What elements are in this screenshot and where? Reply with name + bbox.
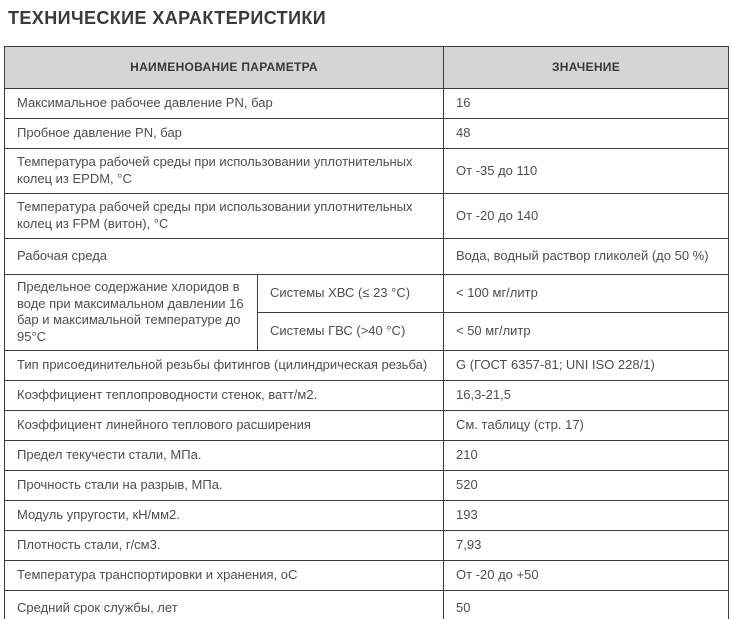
value-cell: От -20 до +50 <box>444 560 729 590</box>
param-cell: Тип присоединительной резьбы фитингов (цилиндрическая резьба) <box>5 350 444 380</box>
value-cell: 16 <box>444 89 729 119</box>
value-cell: Вода, водный раствор гликолей (до 50 %) <box>444 239 729 275</box>
param-cell: Максимальное рабочее давление PN, бар <box>5 89 444 119</box>
param-cell: Средний срок службы, лет <box>5 590 444 619</box>
value-cell: 210 <box>444 440 729 470</box>
param-cell: Температура рабочей среды при использовании уплотнительных колец из EPDM, °С <box>5 149 444 194</box>
value-cell: 520 <box>444 470 729 500</box>
table-row <box>5 410 729 440</box>
param-cell: Модуль упругости, кН/мм2. <box>5 500 444 530</box>
sub-condition-cell: Системы ГВС (>40 °С) <box>258 312 444 350</box>
value-cell: 7,93 <box>444 530 729 560</box>
table-row <box>5 89 729 119</box>
header-value: ЗНАЧЕНИЕ <box>444 47 729 89</box>
param-cell: Предел текучести стали, МПа. <box>5 440 444 470</box>
table-row <box>5 194 729 239</box>
param-cell: Коэффициент линейного теплового расширения <box>5 410 444 440</box>
param-cell: Коэффициент теплопроводности стенок, ватт/м2. <box>5 380 444 410</box>
table-row <box>5 470 729 500</box>
value-cell: < 100 мг/литр <box>444 275 729 313</box>
table-row <box>5 350 729 380</box>
table-row <box>5 119 729 149</box>
param-cell: Рабочая среда <box>5 239 444 275</box>
param-cell: Температура рабочей среды при использовании уплотнительных колец из FPM (витон), °С <box>5 194 444 239</box>
table-row-group <box>5 275 729 313</box>
table-row <box>5 239 729 275</box>
value-cell: См. таблицу (стр. 17) <box>444 410 729 440</box>
value-cell: 48 <box>444 119 729 149</box>
param-cell-grouped: Предельное содержание хлоридов в воде при максимальном давлении 16 бар и максимальной температуре до 95°С <box>5 275 258 351</box>
sub-condition-cell: Системы ХВС (≤ 23 °С) <box>258 275 444 313</box>
page-title: ТЕХНИЧЕСКИЕ ХАРАКТЕРИСТИКИ <box>8 8 327 28</box>
value-cell: 50 <box>444 590 729 619</box>
value-cell: G (ГОСТ 6357-81; UNI ISO 228/1) <box>444 350 729 380</box>
value-cell: От -20 до 140 <box>444 194 729 239</box>
table-header-row <box>5 47 729 89</box>
spec-table <box>4 46 729 619</box>
value-cell: < 50 мг/литр <box>444 312 729 350</box>
value-cell: 16,3-21,5 <box>444 380 729 410</box>
table-row <box>5 500 729 530</box>
table-row <box>5 530 729 560</box>
param-cell: Пробное давление PN, бар <box>5 119 444 149</box>
table-row <box>5 590 729 619</box>
table-row <box>5 149 729 194</box>
value-cell: От -35 до 110 <box>444 149 729 194</box>
table-row <box>5 560 729 590</box>
table-row <box>5 380 729 410</box>
param-cell: Плотность стали, г/см3. <box>5 530 444 560</box>
value-cell: 193 <box>444 500 729 530</box>
header-parameter-name: НАИМЕНОВАНИЕ ПАРАМЕТРА <box>5 47 444 89</box>
param-cell: Температура транспортировки и хранения, оС <box>5 560 444 590</box>
table-row <box>5 440 729 470</box>
param-cell: Прочность стали на разрыв, МПа. <box>5 470 444 500</box>
